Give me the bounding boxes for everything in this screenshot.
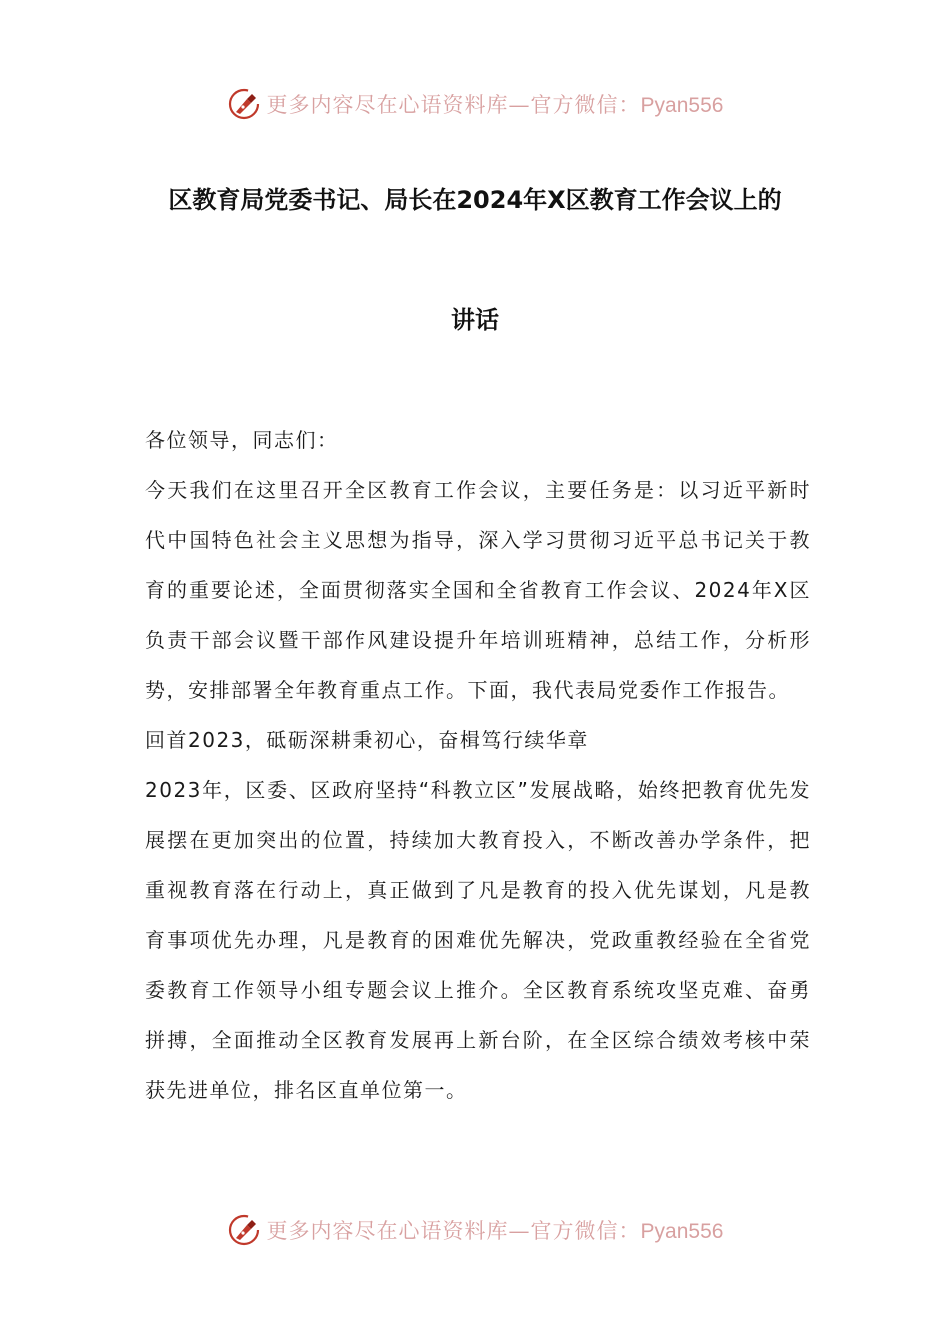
paragraph-review-2023: 2023年，区委、区政府坚持“科教立区”发展战略，始终把教育优先发展摆在更加突出的位置，持续加大教育投入，不断改善办学条件，把重视教育落在行动上，真正做到了凡是教育的投入优先谋划，凡是教育事项优先办理，凡是教育的困难优先解决，党政重教经验在全省党委教育工作领导小组专题会议上推介。全区教育系统攻坚克难、奋勇拼搏，全面推动全区教育发展再上新台阶，在全区综合绩效考核中荣获先进单位，排名区直单位第一。 — [145, 778, 811, 1102]
pen-nib-logo-icon — [227, 1213, 261, 1247]
document-body — [145, 415, 811, 1115]
section-heading: 回首2023，砥砺深耕秉初心，奋楫笃行续华章 — [145, 728, 589, 752]
paragraph-intro: 今天我们在这里召开全区教育工作会议，主要任务是：以习近平新时代中国特色社会主义思想为指导，深入学习贯彻习近平总书记关于教育的重要论述，全面贯彻落实全国和全省教育工作会议、2024年X区负责干部会议暨干部作风建设提升年培训班精神，总结工作，分析形势，安排部署全年教育重点工作。下面，我代表局党委作工作报告。 — [145, 478, 811, 702]
document-title-line-2: 讲话 — [451, 306, 499, 334]
watermark-text: 更多内容尽在心语资料库—官方微信：Pyan556 — [266, 1219, 724, 1243]
watermark-account: Pyan556 — [640, 94, 724, 117]
watermark-text: 更多内容尽在心语资料库—官方微信：Pyan556 — [266, 93, 724, 117]
watermark-banner-bottom — [0, 1210, 950, 1250]
salutation: 各位领导，同志们： — [145, 428, 339, 452]
watermark-banner-top — [0, 84, 950, 124]
watermark-account: Pyan556 — [640, 1220, 724, 1243]
document-title-line-1: 区教育局党委书记、局长在2024年X区教育工作会议上的 — [168, 186, 782, 214]
pen-nib-logo-icon — [227, 87, 261, 121]
